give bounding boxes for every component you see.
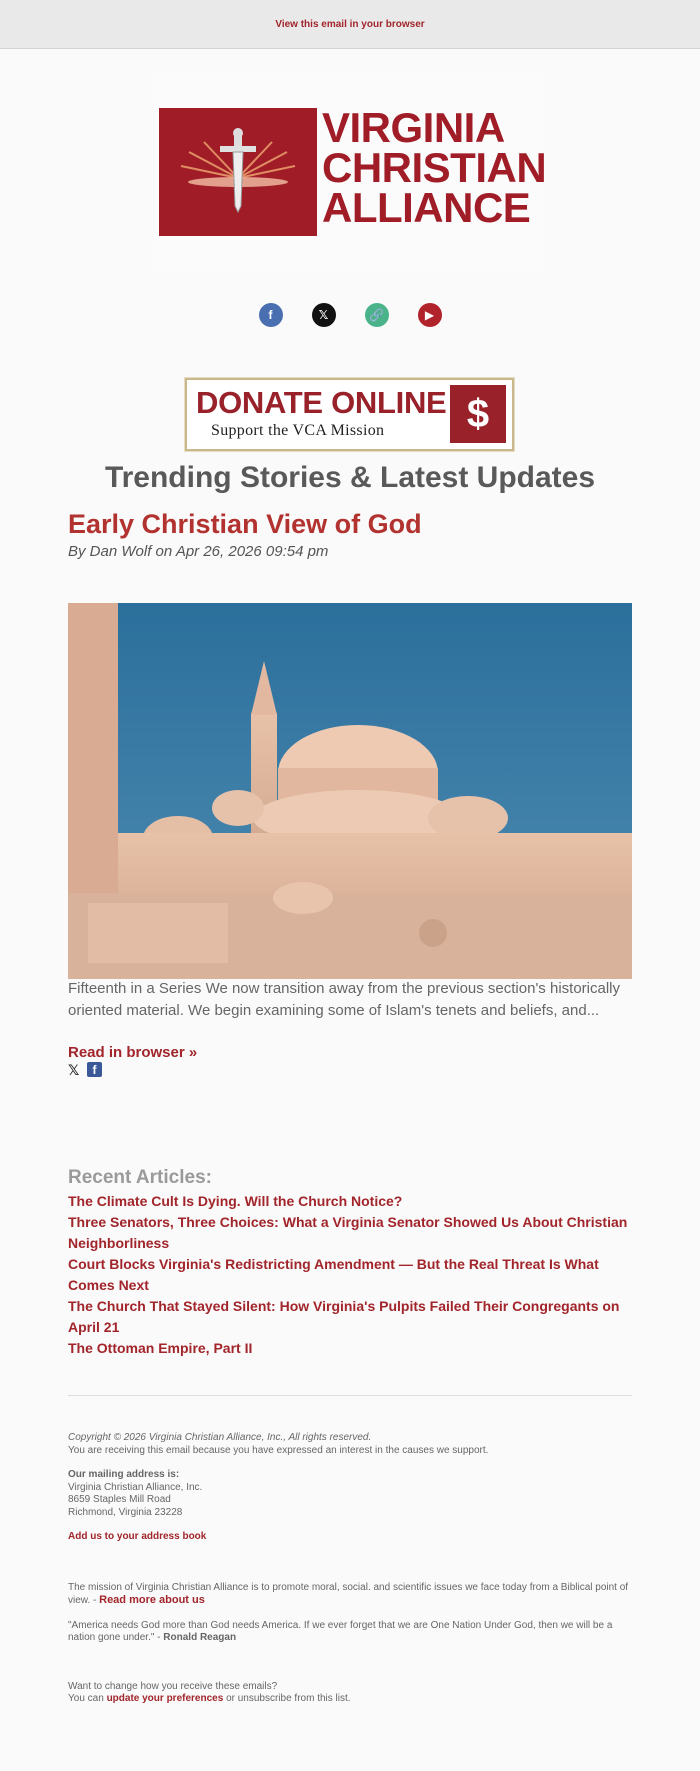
- quote-text: [68, 1620, 632, 1645]
- logo-mark: [159, 108, 317, 236]
- change-prefs-note: Want to change how you receive these emails?: [68, 1680, 278, 1692]
- logo-line-2: CHRISTIAN: [322, 144, 547, 191]
- post-hero-image[interactable]: [68, 603, 632, 979]
- recent-article-link[interactable]: The Church That Stayed Silent: How Virginia's Pulpits Failed Their Congregants on April 21: [68, 1298, 620, 1335]
- post-byline: By Dan Wolf on Apr 26, 2026 09:54 pm: [68, 543, 329, 560]
- section-title: Trending Stories & Latest Updates: [104, 461, 596, 494]
- receiving-note: You are receiving this email because you have expressed an interest in the causes we support.: [68, 1444, 489, 1456]
- copyright: Copyright © 2026 Virginia Christian Alliance, Inc., All rights reserved.: [68, 1432, 372, 1443]
- post-title[interactable]: Early Christian View of God: [68, 509, 422, 539]
- footer-divider: [68, 1395, 632, 1396]
- you-can-text: You can: [68, 1693, 104, 1704]
- recent-article-link[interactable]: The Ottoman Empire, Part II: [68, 1340, 253, 1356]
- social-icons-row: [0, 303, 700, 327]
- mosque-image: [68, 603, 632, 979]
- address-line-2: 8659 Staples Mill Road: [68, 1494, 171, 1505]
- sword-rays-icon: [159, 108, 317, 236]
- share-icons: [68, 1062, 102, 1078]
- recent-articles-list: [68, 1191, 632, 1359]
- youtube-icon[interactable]: ▶: [418, 303, 442, 327]
- unsubscribe-text[interactable]: or unsubscribe from this list.: [226, 1693, 351, 1704]
- facebook-share-icon[interactable]: f: [87, 1062, 102, 1077]
- update-preferences-link[interactable]: update your preferences: [106, 1693, 224, 1704]
- x-share-icon[interactable]: 𝕏: [68, 1062, 80, 1078]
- mission-text: [68, 1582, 632, 1608]
- link-icon[interactable]: 🔗: [365, 303, 389, 327]
- read-in-browser-link[interactable]: Read in browser »: [68, 1044, 198, 1061]
- view-in-browser-bar: [0, 0, 700, 49]
- prefs-line: [68, 1693, 632, 1706]
- donate-online-banner[interactable]: [185, 378, 514, 451]
- facebook-icon[interactable]: f: [259, 303, 283, 327]
- quote: "America needs God more than God needs America. If we ever forget that we are One Nation Under God, then we will be a nation gone under." -: [68, 1619, 613, 1643]
- recent-article-link[interactable]: Court Blocks Virginia's Redistricting Amendment — But the Real Threat Is What Comes Next: [68, 1256, 599, 1293]
- recent-article-link[interactable]: Three Senators, Three Choices: What a Virginia Senator Showed Us About Christian Neighborliness: [68, 1214, 628, 1251]
- recent-article-link[interactable]: The Climate Cult Is Dying. Will the Church Notice?: [68, 1193, 403, 1209]
- x-twitter-icon[interactable]: 𝕏: [312, 303, 336, 327]
- dollar-icon: $: [450, 385, 506, 443]
- logo-wordmark: [322, 104, 547, 231]
- quote-author: Ronald Reagan: [163, 1632, 237, 1643]
- post-excerpt: Fifteenth in a Series We now transition away from the previous section's historically oriented material. We begin examining some of Islam's tenets and beliefs, and...: [68, 980, 620, 1019]
- donate-subtitle: Support the VCA Mission: [211, 422, 385, 439]
- mailing-label: Our mailing address is:: [68, 1469, 180, 1480]
- logo-line-3: ALLIANCE: [322, 184, 531, 231]
- donate-headline: DONATE ONLINE: [196, 385, 447, 420]
- address-line-1: Virginia Christian Alliance, Inc.: [68, 1481, 203, 1493]
- add-to-address-book-link[interactable]: Add us to your address book: [68, 1531, 207, 1542]
- logo-line-1: VIRGINIA: [322, 104, 505, 151]
- footer: [68, 1432, 632, 1706]
- address-line-3: Richmond, Virginia 23228: [68, 1506, 183, 1518]
- read-more-about-us-link[interactable]: Read more about us: [99, 1594, 205, 1606]
- view-in-browser-link[interactable]: View this email in your browser: [275, 18, 425, 30]
- recent-articles-heading: Recent Articles:: [68, 1167, 212, 1188]
- mission-statement: The mission of Virginia Christian Alliance is to promote moral, social. and scientific issues we face today from a Biblical point of view. -: [68, 1581, 629, 1606]
